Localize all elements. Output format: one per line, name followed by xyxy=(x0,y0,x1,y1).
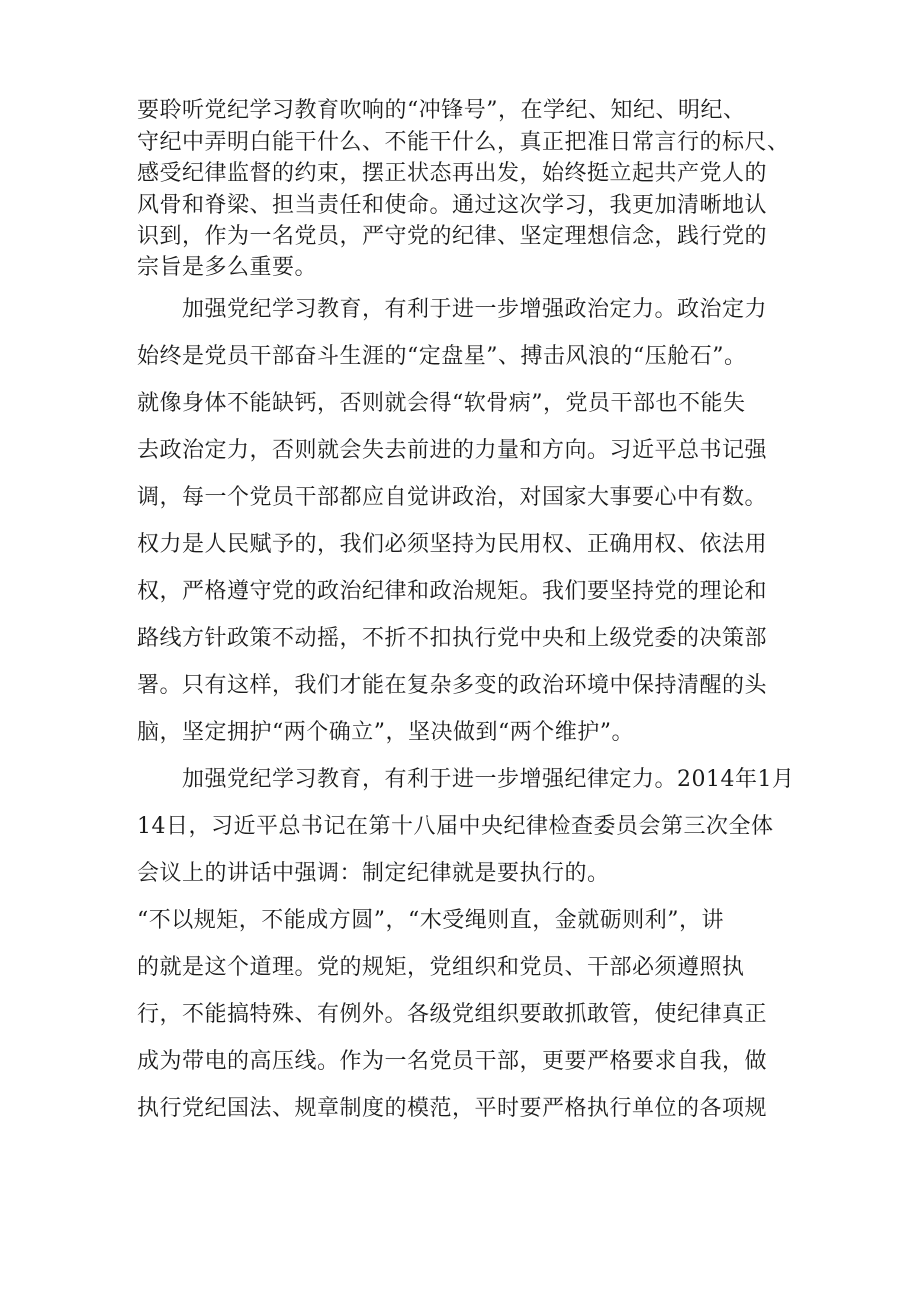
text-line: 加强党纪学习教育，有利于进一步增强纪律定力。2014年1月 xyxy=(182,767,795,792)
text-line: 权力是人民赋予的，我们必须坚持为民用权、正确用权、依法用 xyxy=(137,532,768,557)
text-line: 执行党纪国法、规章制度的模范，平时要严格执行单位的各项规 xyxy=(137,1096,768,1121)
text-line: “不以规矩，不能成方圆”，“木受绳则直，金就砺则利”，讲 xyxy=(137,908,724,933)
text-line: 宗旨是多么重要。 xyxy=(137,255,318,280)
text-line: 就像身体不能缺钙，否则就会得“软骨病”，党员干部也不能失 xyxy=(137,391,746,416)
text-line: 成为带电的高压线。作为一名党员干部，更要严格要求自我，做 xyxy=(137,1049,768,1074)
text-line: 路线方针政策不动摇，不折不扣执行党中央和上级党委的决策部 xyxy=(137,626,768,651)
text-line: 权，严格遵守党的政治纪律和政治规矩。我们要坚持党的理论和 xyxy=(137,579,768,604)
text-line: 署。只有这样，我们才能在复杂多变的政治环境中保持清醒的头 xyxy=(137,673,768,698)
text-line: 14日，习近平总书记在第十八届中央纪律检查委员会第三次全体 xyxy=(137,814,774,839)
text-line: 守纪中弄明白能干什么、不能干什么，真正把准日常言行的标尺、 xyxy=(137,130,790,155)
text-line: 的就是这个道理。党的规矩，党组织和党员、干部必须遵照执 xyxy=(137,955,745,980)
text-line: 行，不能搞特殊、有例外。各级党组织要敢抓敢管，使纪律真正 xyxy=(137,1002,768,1027)
text-line: 加强党纪学习教育，有利于进一步增强政治定力。政治定力 xyxy=(182,297,768,322)
text-line: 脑，坚定拥护“两个确立”，坚决做到“两个维护”。 xyxy=(137,720,634,745)
text-line: 风骨和脊梁、担当责任和使命。通过这次学习，我更加清晰地认 xyxy=(137,193,768,218)
text-line: 始终是党员干部奋斗生涯的“定盘星”、搏击风浪的“压舱石”。 xyxy=(137,344,747,369)
text-line: 去政治定力，否则就会失去前进的力量和方向。习近平总书记强 xyxy=(137,438,768,463)
text-line: 会议上的讲话中强调：制定纪律就是要执行的。 xyxy=(137,861,610,886)
text-line: 感受纪律监督的约束，摆正状态再出发，始终挺立起共产党人的 xyxy=(137,161,768,186)
text-line: 调，每一个党员干部都应自觉讲政治，对国家大事要心中有数。 xyxy=(137,485,768,510)
text-line: 要聆听党纪学习教育吹响的“冲锋号”，在学纪、知纪、明纪、 xyxy=(137,98,746,123)
text-line: 识到，作为一名党员，严守党的纪律、坚定理想信念，践行党的 xyxy=(137,224,768,249)
